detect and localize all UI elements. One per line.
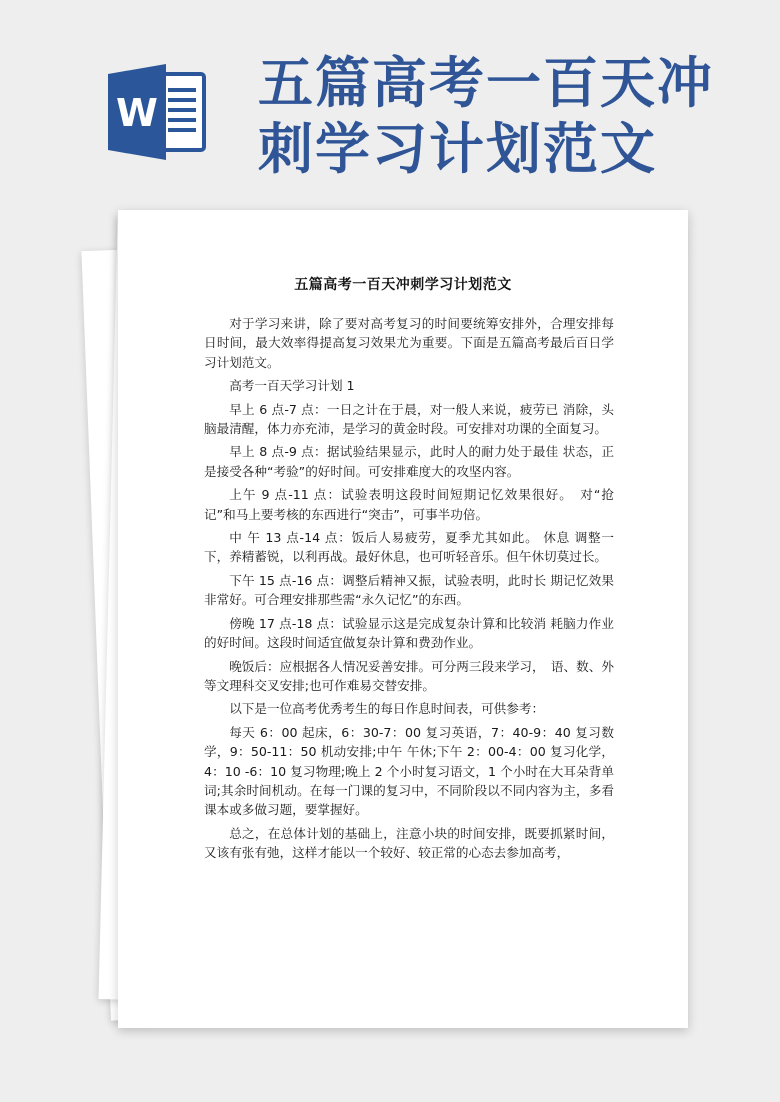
paragraph: 中 午 13 点-14 点：饭后人易疲劳，夏季尤其如此。 休息 调整一下，养精蓄锐，以利再战。最好休息，也可听轻音乐。但午休切莫过长。 [204,530,614,565]
paragraph: 晚饭后：应根据各人情况妥善安排。可分两三段来学习， 语、数、外等文理科交叉安排;也可作难易交替安排。 [204,658,614,693]
paragraph-plan-heading: 高考一百天学习计划 1 [229,378,355,394]
paragraph-intro: 对于学习来讲，除了要对高考复习的时间要统筹安排外，合理安排每日时间，最大效率得提高复习效果尤为重要。下面是五篇高考最后百日学习计划范文。 [204,316,614,370]
paragraph-conclusion: 总之，在总体计划的基础上，注意小块的时间安排，既要抓紧时间，又该有张有弛，这样才能以一个较好、较正常的心态去参加高考， [204,825,614,861]
document-title: 五篇高考一百天冲刺学习计划范文 [294,277,512,293]
paragraph: 傍晚 17 点-18 点：试验显示这是完成复杂计算和比较消 耗脑力作业的好时间。这段时间适宜做复杂计算和费劲作业。 [204,615,614,651]
paragraph: 早上 6 点-7 点：一日之计在于晨，对一般人来说，疲劳已 消除，头脑最清醒，体力亦充沛，是学习的黄金时段。可安排对功课的全面复习。 [204,401,614,437]
banner-title-line2: 刺学习计划范文 [258,117,658,181]
paragraph-schedule: 每天 6：00 起床，6：30-7：00 复习英语，7：40-9：40 复习数学，9：50-11：50 机动安排;中午 午休;下午 2：00-4：00 复习化学，4：10 -6：10 复习物理;晚上 2 个小时复习语文，1 个小时在大耳朵背单词;其余时间机动。在每一门课的复习中，不同阶段以不同内容为主，多看课本或多做习题，要掌握好。 [204,724,614,818]
paragraph: 上午 9 点-11 点：试验表明这段时间短期记忆效果很好。 对“抢记”和马上要考核的东西进行“突击”，可事半功倍。 [204,487,614,522]
paragraph: 下午 15 点-16 点：调整后精神又振，试验表明，此时长 期记忆效果非常好。可合理安排那些需“永久记忆”的东西。 [204,572,614,608]
document-body [204,314,614,867]
svg-text:W: W [116,91,158,135]
banner-title-line1: 五篇高考一百天冲 [258,51,715,115]
word-document-icon [108,60,212,164]
document-page [118,210,688,1028]
paragraph: 以下是一位高考优秀考生的每日作息时间表，可供参考： [229,701,545,717]
banner-title [258,50,758,182]
paragraph: 早上 8 点-9 点：据试验结果显示，此时人的耐力处于最佳 状态，正是接受各种“考验”的好时间。可安排难度大的攻坚内容。 [204,444,614,479]
